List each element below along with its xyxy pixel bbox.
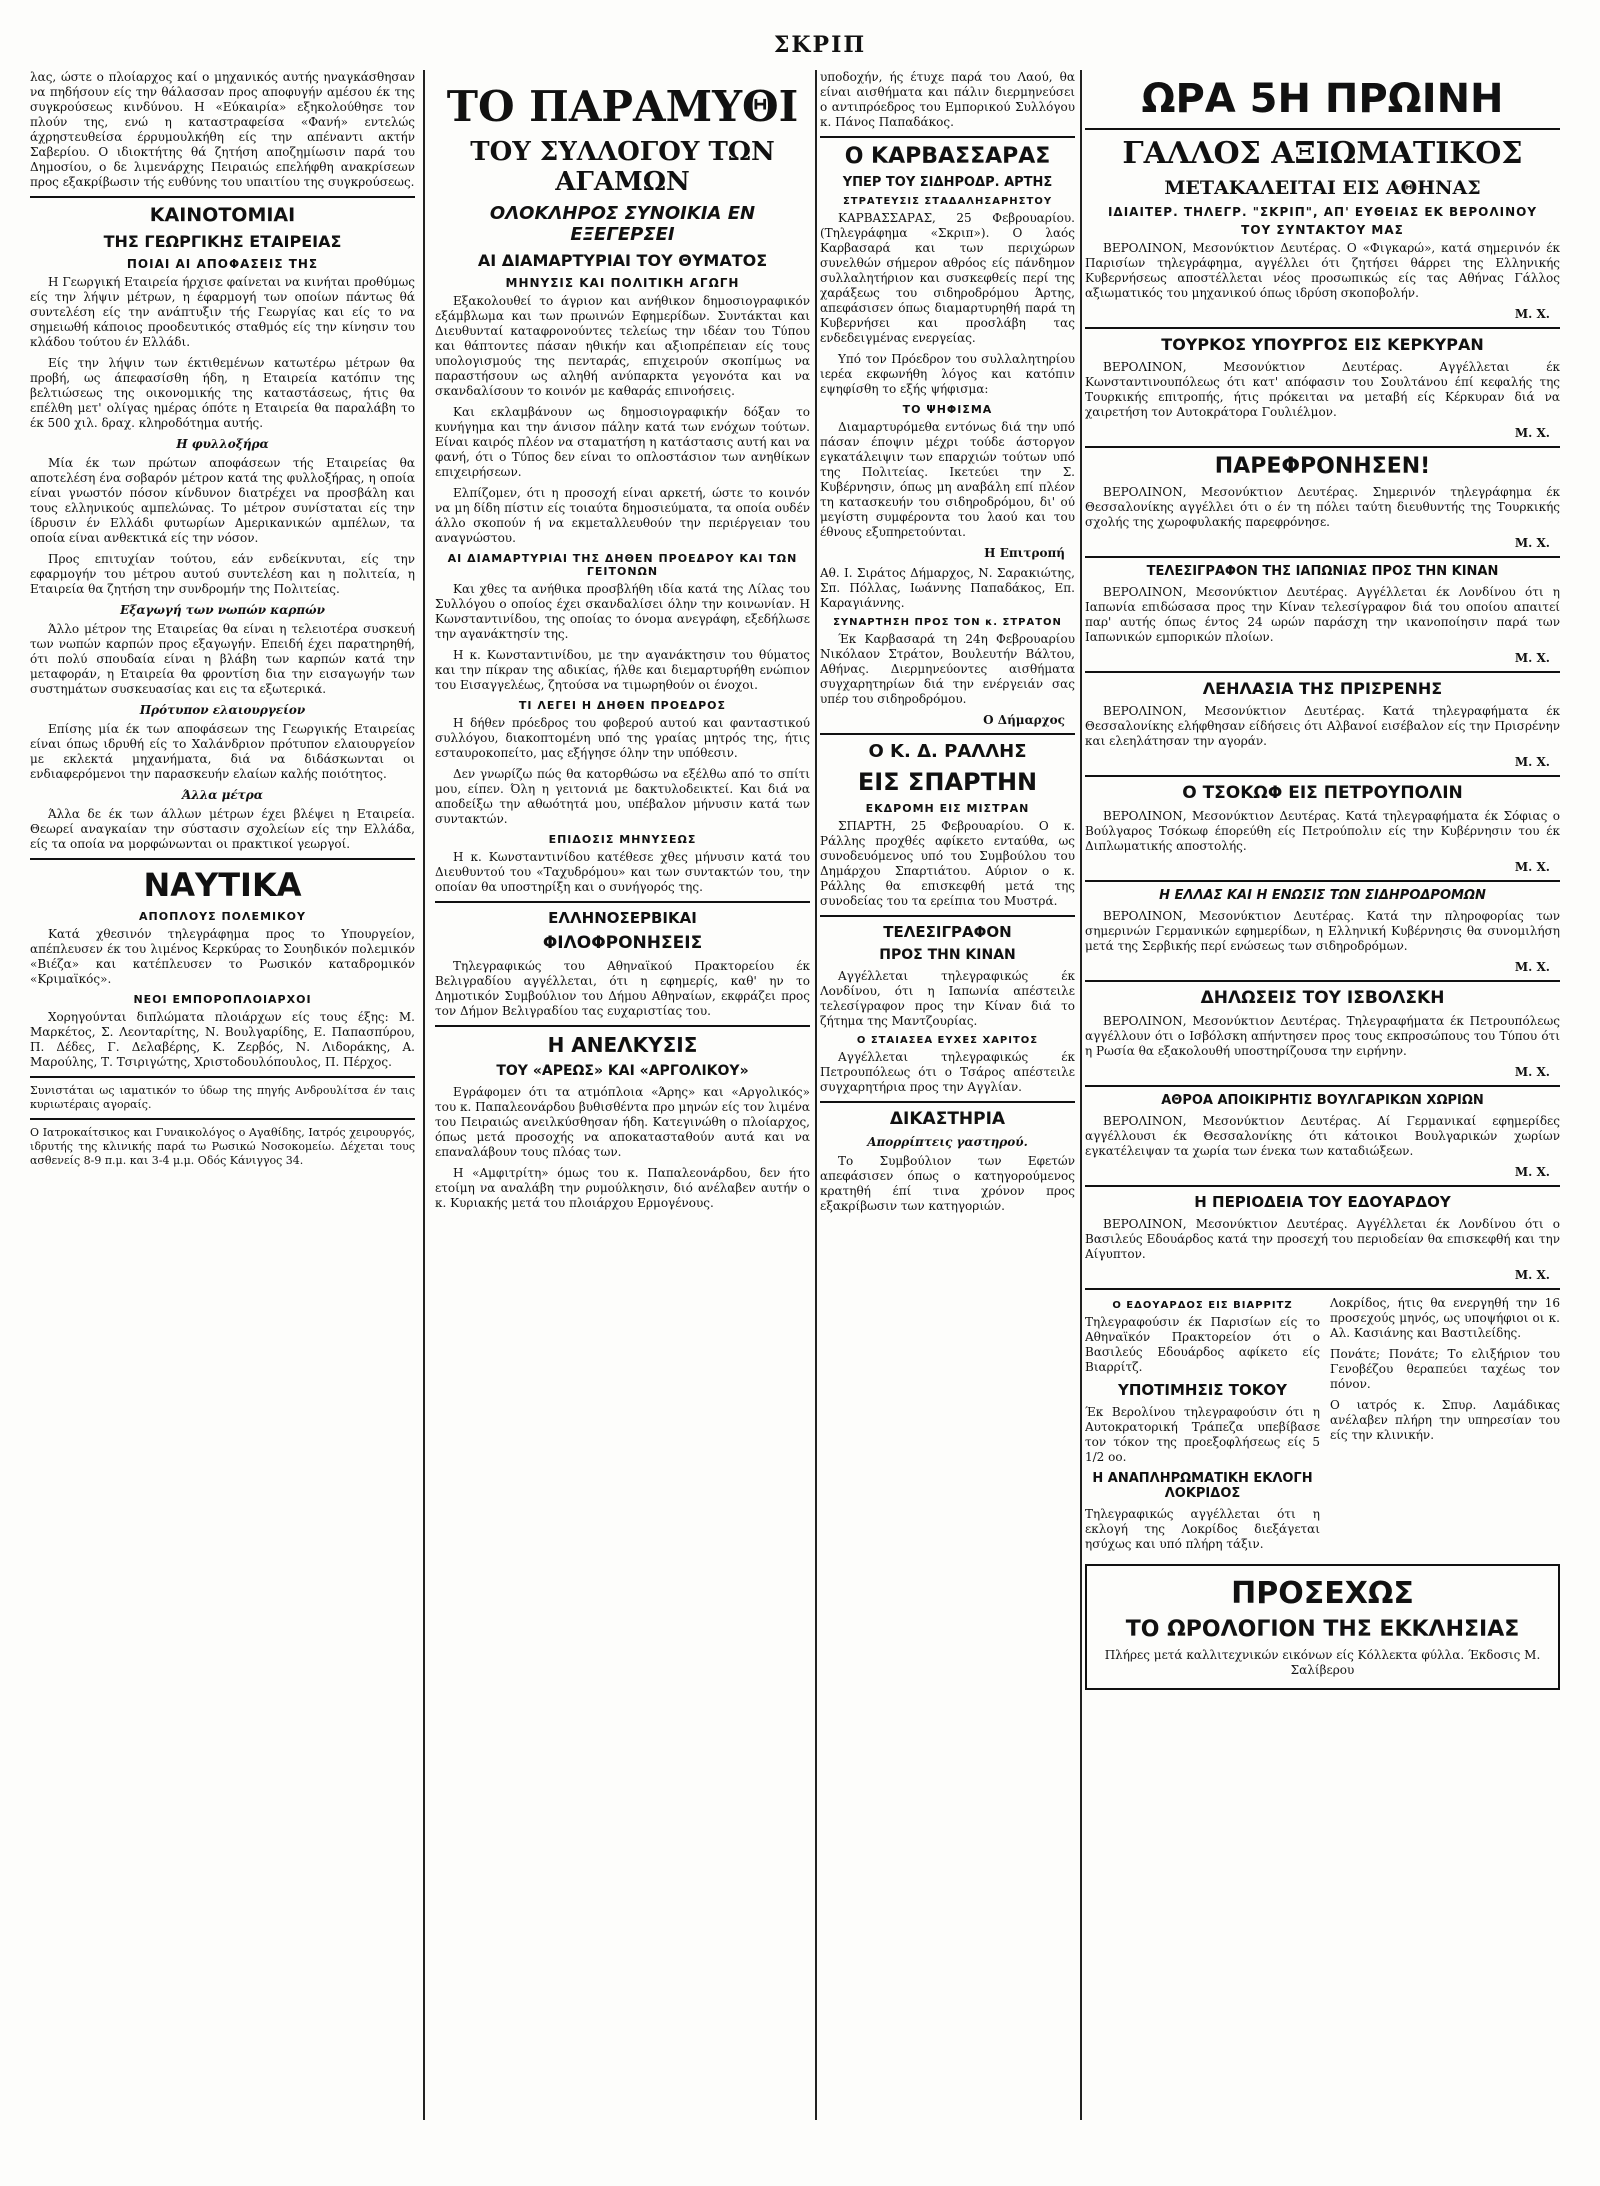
subheadline-protest: ΑΙ ΔΙΑΜΑΡΤΥΡΙΑΙ ΤΟΥ ΘΥΜΑΤΟΣ [477,251,768,270]
column-rule [1080,70,1082,2120]
headline-bulgarian-villages: ΑΘΡΟΑ ΑΠΟΙΚΙΡΗΤΙΣ ΒΟΥΛΓΑΡΙΚΩΝ ΧΩΡΙΩΝ [1161,1093,1484,1108]
divider [435,901,810,903]
headline-rallis: Ο Κ. Δ. ΡΑΛΛΗΣ [868,741,1027,762]
divider [820,1101,1075,1103]
divider [30,1076,415,1078]
subheading-phylloxera: Η φυλλοξήρα [176,437,269,451]
paragraph: Είς την λήψιν των έκτιθεμένων κατωτέρω μέτρων θα προβή, ως άπεφασίσθη ήδη, η Εταιρεία κατόπιν της βελτιώσεως της οικονομικής της καταστάσεως, ήτις θα επέλθη μετ' ολίγας ημέρας όπότε η Εταιρεία θα παραλάβη το έκ 500 χιλ. δραχ. κληροδότημα αυτής. [30,356,415,430]
paragraph: Το Συμβούλιον των Εφετών απεφάσισεν όπως ο κατηγορούμενος κρατηθή έπί τινα χρόνον προς εξακρίβωσιν των κατηγοριών. [820,1154,1075,1213]
divider [30,858,415,860]
paragraph: Άλλο μέτρον της Εταιρείας θα είναι η τελειοτέρα συσκευή των νωπών καρπών προς εξαγωγήν. Επειδή έχει παρατηρηθή, ότι πολύ σπουδαία είναι η βλάβη των καρπών κατά την μεταφοράν, η Εταιρεία θα φροντίση δια την εισαγωγήν των συστημάτων συσκευασίας και εις τα εξωτερικά. [30,622,415,696]
paragraph: ΒΕΡΟΛΙΝΟΝ, Μεσονύκτιον Δευτέρας. Τηλεγραφήματα έκ Πετρουπόλεως αγγέλλουν ότι ο Ισβόλσκη απήντησεν προς τους εκπροσώπους του Τύπου ότι η Ρωσία θα εξακολουθή υποστηρίζουσα την ειρήνην. [1085,1014,1560,1058]
headline-prizren: ΛΕΗΛΑΣΙΑ ΤΗΣ ΠΡΙΣΡΕΝΗΣ [1202,679,1443,698]
paragraph: ΒΕΡΟΛΙΝΟΝ, Μεσονύκτιον Δευτέρας. Κατά τηλεγραφήματα έκ Θεσσαλονίκης ελήφθησαν είδήσεις ότι Αλβανοί εισέβαλον είς την Πρισρένην και ελεηλάτησαν την αγοράν. [1085,704,1560,748]
church-clock-advert [1085,1564,1560,1690]
subheadline-editor: ΤΟΥ ΣΥΝΤΑΚΤΟΥ ΜΑΣ [1241,223,1404,237]
headline-attention: ΠΡΟΣΕΧΩΣ [1231,1576,1414,1611]
paragraph: Προς επιτυχίαν τούτου, εάν ενδείκνυται, είς την εφαρμογήν του μέτρου αυτού συντελέση και η πολιτεία, η Εταιρεία θα ζητήση την συνδρομήν της Πολιτείας. [30,552,415,596]
paragraph: Τηλεγραφικώς αγγέλλεται ότι η εκλογή της Λοκρίδος διεξάγεται ησύχως και υπό πλήρη τάξιν. [1085,1507,1320,1551]
paragraph: Αγγέλλεται τηλεγραφικώς έκ Πετρουπόλεως ότι ο Τσάρος απέστειλε συγχαρητήρια προς την Αγγλίαν. [820,1050,1075,1094]
paragraph: Η Γεωργική Εταιρεία ήρχισε φαίνεται να κινήται προθύμως είς την λήψιν μέτρων, η έφαρμογή των οποίων πάντως θά συντελέση είς την ανάπτυξιν τής Γεωργίας και είς το να σημειωθή κάποιος προοδευτικός σταθμός είς την κίνησιν του κλάδου τούτου έν Ελλάδι. [30,275,415,349]
headline-japan: ΤΕΛΕΣΙΓΡΑΦΟΝ ΤΗΣ ΙΑΠΩΝΙΑΣ ΠΡΟΣ ΤΗΝ ΚΙΝΑΝ [1146,564,1499,579]
paragraph: Αγγέλλεται τηλεγραφικώς έκ Λονδίνου, ότι η Ιαπωνία απέστειλε τελεσίγραφον προς την Κίναν διά το ζήτημα της Μαντζουρίας. [820,969,1075,1028]
headline-society: ΤΗΣ ΓΕΩΡΓΙΚΗΣ ΕΤΑΙΡΕΙΑΣ [103,232,342,251]
paragraph: Δεν γνωρίζω πώς θα κατορθώσω να εξέλθω από το σπίτι μου, είπεν. Όλη η γειτονιά με δακτυλοδεικτεί. Και διά να αποδείξω την αθωότητά μου, υπέβαλον μήνυσιν κατά των συντακτών. [435,767,810,826]
paragraph: ΒΕΡΟΛΙΝΟΝ, Μεσονύκτιον Δευτέρας. Κατά τηλεγραφήματα έκ Σόφιας ο Βούλγαρος Τσόκωφ έπορεύθη είς Πετρούπολιν είς την Κυβέρνησιν του έκ Διπλωματικής αποστολής. [1085,809,1560,853]
subheading-verdict: Απορρίπτεις γαστηρού. [867,1135,1028,1149]
divider [1085,775,1560,777]
column-rule [815,70,817,2120]
advertisement: Ο Ιατροκαίτσικος και Γυναικολόγος ο Αγαθίδης, Ιατρός χειρουργός, ιδρυτής της κλινικής παρά τω Ρωσικώ Νοσοκομείω. Δέχεται τους ασθενείς 8-9 π.μ. και 3-4 μ.μ. Οδός Κάνιγγος 34. [30,1126,415,1167]
article-continuation: υποδοχήν, ής έτυχε παρά του Λαού, θα είναι αισθήματα και πάλιν διερμηνεύσει ο αντιπρόεδρος του Εμπορικού Συλλόγου κ. Πάνος Παπαδάκος. [820,70,1075,129]
paragraph: Και χθες τα ανήθικα προσβλήθη ιδία κατά της Λίλας του Συλλόγου ο οποίος έχει σκανδαλίσει όλην την κοινωνίαν. Η Κωνσταντινίδου, της οποίας το όνομα ανεγράφη, εξεδήλωσε την αγανάκτησίν της. [435,582,810,641]
paragraph: Τηλεγραφούσιν έκ Παρισίων είς το Αθηναϊκόν Πρακτορείον ότι ο Βασιλεύς Εδουάρδος αφίκετο είς Βιαρρίτζ. [1085,1315,1320,1374]
column-1 [30,70,415,2130]
paragraph: Τηλεγραφικώς του Αθηναϊκού Πρακτορείου έκ Βελιγραδίου αγγέλλεται, ότι η εφημερίς, καθ' ην το Δημοτικόν Συμβούλιον του Δήμου Αθηναίων, εκφράζει προς τον Δήμον Βελιγραδίου τας ευχαριστίας του. [435,959,810,1018]
subheadline-rail: ΥΠΕΡ ΤΟΥ ΣΙΔΗΡΟΔΡ. ΑΡΤΗΣ [842,175,1053,190]
signature: Μ. Χ. [1514,1165,1550,1179]
subheadline-opinion: ΤΙ ΛΕΓΕΙ Η ΔΗΘΕΝ ΠΡΟΕΔΡΟΣ [518,699,727,712]
subheadline-special: ΙΔΙΑΙΤΕΡ. ΤΗΛΕΓΡ. "ΣΚΡΙΠ", ΑΠ' ΕΥΘΕΙΑΣ ΕΚ ΒΕΡΟΛΙΝΟΥ [1107,205,1538,219]
headline-isvolsky: ΔΗΛΩΣΕΙΣ ΤΟΥ ΙΣΒΟΛΣΚΗ [1200,988,1445,1008]
divider [1085,446,1560,448]
subheading-export: Εξαγωγή των νωπών καρπών [120,603,325,617]
paragraph: ΒΕΡΟΛΙΝΟΝ, Μεσονύκτιον Δευτέρας. Ο «Φιγκαρώ», κατά σημερινόν έκ Παρισίων τηλεγράφημα, αγγέλλει ότι ζητήσει θάρρει της Ελληνικής Κυβερνήσεως αποστέλλεται νέος προσωπικώς είς τας Αθήνας Γάλλος αξιωματικός του μηχανικού όπως ιδρύση σκοποβολήν. [1085,241,1560,300]
paragraph: Έκ Βερολίνου τηλεγραφούσιν ότι η Αυτοκρατορική Τράπεζα υπεβίβασε τον τόκον της προεξοφλήσεως είς 5 1/2 οο. [1085,1405,1320,1464]
advertisement: Ο ιατρός κ. Σπυρ. Λαμάδικας ανέλαβεν πλήρη την υπηρεσίαν του είς την κλινικήν. [1330,1398,1560,1442]
signature: Μ. Χ. [1514,651,1550,665]
headline-tale: ΤΟ ΠΑΡΑΜΥΘΙ [446,82,799,131]
divider [1085,1085,1560,1087]
headline-election: Η ΑΝΑΠΛΗΡΩΜΑΤΙΚΗ ΕΚΛΟΓΗ ΛΟΚΡΙΔΟΣ [1092,1471,1313,1501]
paragraph: Λοκρίδος, ήτις θα ενεργηθή την 16 προσεχούς μηνός, ως υποψήφιοι οι κ. Αλ. Κασιάνης και Βαστιλείδης. [1330,1296,1560,1340]
paragraph: ΒΕΡΟΛΙΝΟΝ, Μεσονύκτιον Δευτέρας. Αγγέλλεται έκ Λονδίνου ότι ο Βασιλεύς Εδουάρδος κατά την προσεχή του περιοδείαν θα επισκεφθή και την Αίγυπτον. [1085,1217,1560,1261]
headline-edward: Η ΠΕΡΙΟΔΕΙΑ ΤΟΥ ΕΔΟΥΑΡΔΟΥ [1194,1193,1451,1211]
paragraph: ΣΠΑΡΤΗ, 25 Φεβρουαρίου. Ο κ. Ράλλης προχθές αφίκετο ενταύθα, ως συνοδευόμενος υπό του Συμβούλου του Δημάρχου Σπαρτιάτου. Αύριον ο κ. Ράλλης θα επισκεφθή μετά της συνοδείας του τα ερείπια του Μυστρά. [820,819,1075,908]
bottom-right [1330,1296,1560,1558]
subheadline-vote: ΤΟ ΨΗΦΙΣΜΑ [902,403,993,416]
advert-text: Πλήρες μετά καλλιτεχνικών εικόνων είς Κόλλεκτα φύλλα. Έκδοσις Μ. Σαλίβερου [1104,1648,1541,1677]
subheadline-hood: ΟΛΟΚΛΗΡΟΣ ΣΥΝΟΙΚΙΑ ΕΝ ΕΞΕΓΕΡΣΕΙ [489,203,756,245]
column-4 [1085,70,1560,2130]
subheadline-skippers: ΝΕΟΙ ΕΜΠΟΡΟΠΛΟΙΑΡΧΟΙ [133,993,312,1006]
paragraph: ΒΕΡΟΛΙΝΟΝ, Μεσονύκτιον Δευτέρας. Σημερινόν τηλεγράφημα έκ Θεσσαλονίκης αγγέλλει ότι ο έν τη πόλει ταύτη διευθυντής της Τουρκικής σχολής της χωροφυλακής παρεφρόνησε. [1085,485,1560,529]
headline-hour: ΩΡΑ 5Η ΠΡΩΙΝΗ [1141,76,1504,122]
divider [820,733,1075,735]
paragraph: Η «Αμφιτρίτη» όμως του κ. Παπαλεονάρδου, δεν ήτο ετοίμη να αναλάβη την ρυμούλκησιν, διό ανέλαβεν αυτήν ο κ. Κυριακής μετά του πλοιάρχου Ερμογένους. [435,1166,810,1210]
paragraph: Κατά χθεσινόν τηλεγράφημα προς το Υπουργείον, απέπλευσεν έκ του λιμένος Κερκύρας το Σουηδικόν πολεμικόν «Βιέζα» και κατέπλευσεν το Ρωσικόν καταδρομικόν «Κριμαϊκός». [30,927,415,986]
paragraph: ΒΕΡΟΛΙΝΟΝ, Μεσονύκτιον Δευτέρας. Αί Γερμανικαί εφημερίδες αγγέλλουσι έκ Θεσσαλονίκης ότι κάτοικοι Βουλγαρικών χωρίων εγκατέλειψαν τα χωρία των ένεκα των καταδιώξεων. [1085,1114,1560,1158]
signature: Μ. Χ. [1514,1268,1550,1282]
subheadline-reply: ΕΠΙΔΟΣΙΣ ΜΗΝΥΣΕΩΣ [548,833,697,846]
headline-interest: ΥΠΟΤΙΜΗΣΙΣ ΤΟΚΟΥ [1118,1381,1287,1399]
paragraph: Χορηγούνται διπλώματα πλοιάρχων είς τους έξης: Μ. Μαρκέτος, Σ. Λεονταρίτης, Ν. Βουλγαρίδης, Ε. Παπασπύρου, Π. Δέδες, Γ. Δελαβέρης, Κ. Ζερβός, Ν. Λιδοράκης, Α. Μαρούλης, Τ. Τσιριγώτης, Χριστοδουλόπουλος, Π. Πέρχος. [30,1010,415,1069]
paragraph: ΚΑΡΒΑΣΣΑΡΑΣ, 25 Φεβρουαρίου. (Τηλεγράφημα «Σκριπ»). Ο λαός Καρβασαρά και των περιχώρων συνελθών σήμερον αθρόος είς πάνδημον συλλαλητήριον και συσκεφθείς περί της χαράξεως του σιδηροδρόμου Άρτης, απεφάσισεν όπως διαμαρτυρηθή παρά τη Κυβερνήσει και προσλάβη τας ενδεδειγμένας ενεργείας. [820,211,1075,345]
headline-railways: Η ΕΛΛΑΣ ΚΑΙ Η ΕΝΩΣΙΣ ΤΩΝ ΣΙΔΗΡΟΔΡΟΜΩΝ [1159,888,1486,903]
note: Συνιστάται ως ιαματικόν το ύδωρ της πηγής Ανδρουλίτσα έν ταις κυριωτέραις αγοραίς. [30,1084,415,1111]
paragraph: Ελπίζομεν, ότι η προσοχή είναι αρκετή, ώστε το κοινόν να μη δίδη πίστιν είς τοιαύτα δημοσιεύματα, τα οποία ουδέν άλλο σκοπούν ή να εκμεταλλευθούν την περιέργειαν του αναγνώστου. [435,486,810,545]
paragraph: Και εκλαμβάνουν ως δημοσιογραφικήν δόξαν το κυνήγημα και την άνισον πάλην κατά των ενόχων τούτων. Είναι καιρός πλέον να σταματήση η κατάστασις αυτή και να φανή, ότι ο Τύπος δεν είναι το οπλοστάσιον των ανηθίκων επιχειρήσεων. [435,405,810,479]
signature: Μ. Χ. [1514,307,1550,321]
paragraph: Η δήθεν πρόεδρος του φοβερού αυτού και φανταστικού συλλόγου, διακοπτομένη υπό της γραίας μητρός της, ήτις εσταυροκοπείτο, μας εξήγησε όλην την υπόθεσιν. [435,716,810,760]
headline-madness: ΠΑΡΕΦΡΟΝΗΣΕΝ! [1214,454,1431,479]
headline-recall: ΜΕΤΑΚΑΛΕΙΤΑΙ ΕΙΣ ΑΘΗΝΑΣ [1164,177,1481,199]
headline-greek-serbian: ΕΛΛΗΝΟΣΕΡΒΙΚΑΙ [548,909,697,927]
column-2 [435,70,810,2130]
divider [1085,980,1560,982]
divider [435,1025,810,1027]
bottom-left [1085,1296,1320,1558]
paragraph: ΒΕΡΟΛΙΝΟΝ, Μεσονύκτιον Δευτέρας. Κατά την πληροφορίας των σημερινών Γερμανικών εφημερίδων, η Ελληνική Κυβέρνησις θα συνομιλήση μετά της Σερβικής περί ενώσεως των σιδηροδρόμων. [1085,909,1560,953]
signature-mayor: Ο Δήμαρχος [983,713,1065,727]
subheadline-warship: ΑΠΟΠΛΟΥΣ ΠΟΛΕΜΙΚΟΥ [139,910,306,923]
headline-china: ΠΡΟΣ ΤΗΝ ΚΙΝΑΝ [879,947,1016,963]
divider [1085,128,1560,130]
headline-club: ΤΟΥ ΣΥΛΛΟΓΟΥ ΤΩΝ ΑΓΑΜΩΝ [470,137,775,197]
headline-naval: ΝΑΥΤΙΚΑ [143,866,302,904]
article-lead: λας, ώστε ο πλοίαρχος καί ο μηχανικός αυτής ηναγκάσθησαν να πηδήσουν είς την θάλασσαν προς αποφυγήν αμέσου έκ της συγκρούσεως κινδύνου. Η «Εύκαιρία» εξηκολούθησε τον πλούν της, ενώ η καταστραφείσα «Φανή» εντελώς άχρηστευθείσα έρρυμουλκήθη είς την απέναντι ακτήν Σαβερίου. Ο ιδιοκτήτης θά ζητήση αποζημίωσιν παρά του Δημοσίου, ο δε λιμενάρχης Πειραιώς επελήφθη ανακρίσεων προς εξακρίβωσιν τής ευθύνης του υπαιτίου της συγκρούσεως. [30,70,415,189]
headline-turkish-minister: ΤΟΥΡΚΟΣ ΥΠΟΥΡΓΟΣ ΕΙΣ ΚΕΡΚΥΡΑΝ [1161,335,1484,354]
bottom-split [1085,1296,1560,1558]
headline-ships: ΤΟΥ «ΑΡΕΩΣ» ΚΑΙ «ΑΡΓΟΛΙΚΟΥ» [496,1063,749,1079]
subheadline-meeting: ΑΙ ΔΙΑΜΑΡΤΥΡΙΑΙ ΤΗΣ ΔΗΘΕΝ ΠΡΟΕΔΡΟΥ ΚΑΙ ΤΩΝ ΓΕΙΤΟΝΩΝ [447,552,798,578]
paragraph: Υπό τον Πρόεδρον του συλλαλητηρίου ιερέα εκφωνήθη λόγος και κατόπιν εψηφίσθη το εξής ψήφισμα: [820,352,1075,396]
paragraph: Επίσης μία έκ των αποφάσεων της Γεωργικής Εταιρείας είναι όπως ιδρυθή είς το Χαλάνδριον πρότυπον ελαιουργείον με εκλεκτά μηχανήματα, διά να διδάσκωνται οι ενδιαφερόμενοι την παρασκευήν ελαίων καλής ποιότητος. [30,722,415,781]
subheadline-biarritz: Ο ΕΔΟΥΑΡΔΟΣ ΕΙΣ ΒΙΑΡΡΙΤΖ [1112,1300,1293,1311]
subheadline-troops: ΣΤΡΑΤΕΥΣΙΣ ΣΤΑΔΑΛΗΣΑΡΗΣΤΟΥ [842,196,1053,207]
subheadline-lawsuit: ΜΗΝΥΣΙΣ ΚΑΙ ΠΟΛΙΤΙΚΗ ΑΓΩΓΗ [505,276,740,290]
headline-ultimatum: ΤΕΛΕΣΙΓΡΑΦΟΝ [883,923,1012,941]
paragraph: ΒΕΡΟΛΙΝΟΝ, Μεσονύκτιον Δευτέρας. Αγγέλλεται έκ Λονδίνου ότι η Ιαπωνία επιδώσασα προς την Κίναν τελεσίγραφον διά του οποίου απαιτεί παρ' αυτής όπως έντος 24 ωρών παράσχη την ικανοποίησιν παρά των Ιαπωνικών εμπορικών πλοίων. [1085,585,1560,644]
signature-committee: Η Επιτροπή [984,546,1065,560]
headline-karvassaras: Ο ΚΑΡΒΑΣΣΑΡΑΣ [844,144,1051,169]
paragraph: Η κ. Κωνσταντινίδου, με την αγανάκτησιν του θύματος και την πίκραν της αδικίας, ήλθε και διεμαρτυρήθη ενώπιον του Εισαγγελέως, ζητούσα να τιμωρηθούν οι ένοχοι. [435,648,810,692]
headline-courtesies: ΦΙΛΟΦΡΟΝΗΣΕΙΣ [542,933,703,953]
divider [820,136,1075,138]
headline-sparta: ΕΙΣ ΣΠΑΡΤΗΝ [857,768,1038,796]
paragraph: Άλλα δε έκ των άλλων μέτρων έχει βλέψει η Εταιρεία. Θεωρεί αναγκαίαν την σύστασιν σχολείων είς την Ελλάδα, είς τα οποία να μορφώνωνται οι πρακτικοί γεωργοί. [30,807,415,851]
advertisement: Πονάτε; Πονάτε; Το ελιξήριον του Γενοβέζου θεραπεύει ταχέως τον πόνον. [1330,1347,1560,1391]
divider [1085,671,1560,673]
subheadline-wishes: Ο ΣΤΑΙΑΣΕΑ ΕΥΧΕΣ ΧΑΡΙΤΟΣ [856,1035,1039,1046]
divider [1085,327,1560,329]
divider [1085,1185,1560,1187]
signature: Μ. Χ. [1514,755,1550,769]
headline-courts: ΔΙΚΑΣΤΗΡΙΑ [889,1109,1006,1129]
headline-release: Η ΑΝΕΛΚΥΣΙΣ [547,1033,698,1057]
headline-tsokow: Ο ΤΣΟΚΩΦ ΕΙΣ ΠΕΤΡΟΥΠΟΛΙΝ [1182,783,1463,803]
paragraph: Η κ. Κωνσταντινίδου κατέθεσε χθες μήνυσιν κατά του Διευθυντού του «Ταχυδρόμου» και των συντακτών του, την οποίαν θα υποστηρίξη και ο συνήγορός της. [435,850,810,894]
divider [1085,1288,1560,1290]
signature: Μ. Χ. [1514,1065,1550,1079]
column-3 [820,70,1075,2130]
column-rule [423,70,425,2120]
divider [820,915,1075,917]
paragraph: Εγράφομεν ότι τα ατμόπλοια «Άρης» και «Αργολικός» του κ. Παπαλεονάρδου βυθισθέντα προ μηνών είς τον λιμένα του Πειραιώς ανειλκύσθησαν ήδη. Κατεγινώθη ο πλοίαρχος, όπως μετά προσοχής να αποκατασταθούν αυτά και να επαναλάβουν τους πλόας των. [435,1085,810,1159]
paragraph: Αθ. Ι. Σιράτος Δήμαρχος, Ν. Σαρακιώτης, Σπ. Πόλλας, Ιωάννης Παπαδάκος, Επ. Καραγιάννης. [820,566,1075,610]
divider [30,196,415,198]
headline-innovations: ΚΑΙΝΟΤΟΜΙΑΙ [149,204,296,226]
divider [30,1118,415,1120]
paragraph: Διαμαρτυρόμεθα εντόνως διά την υπό πάσαν έποψιν μέχρι τούδε άστοργον εγκατάλειψιν των επαρχιών τούτων υπό της Πολιτείας. Ικετεύει την Σ. Κυβέρνησιν, όπως μη αναβάλη επί πλέον τη κατασκευήν του σιδηροδρόμου, δι' ού μεγίστη συμφέροντα του λαού και του έθνους εξυπηρετούνται. [820,420,1075,539]
paragraph: Μία έκ των πρώτων αποφάσεων τής Εταιρείας θα αποτελέση ένα σοβαρόν μέτρον κατά της φυλλοξήρας, η οποία είναι γνωστόν πόσον κίνδυνον διατρέχει να προσβάλη και τους ελληνικούς αμπελώνας. Το μέτρον συνίσταται είς την ίδρυσιν έν Ελλάδι φυτωρίων Αμερικανικών αμπέλων, τα οποία είναι ανθεκτικά είς την νόσον. [30,456,415,545]
subheadline-excursion: ΕΚΔΡΟΜΗ ΕΙΣ ΜΙΣΤΡΑΝ [865,802,1030,815]
headline-french-officer: ΓΑΛΛΟΣ ΑΞΙΩΜΑΤΙΚΟΣ [1122,136,1523,171]
subheading-olive-mill: Πρότυπον ελαιουργείον [139,703,306,717]
paragraph: ΒΕΡΟΛΙΝΟΝ, Μεσονύκτιον Δευτέρας. Αγγέλλεται έκ Κωνσταντινουπόλεως ότι κατ' απόφασιν του Σουλτάνου έπί κεφαλής της Τουρκικής επιτροπής, ήτις πρόκειται να μεταβή είς Κέρκυραν διά να χαιρετήση τον Αυτοκράτορα Γουλιέλμον. [1085,360,1560,419]
subheadline-telegram: ΣΥΝΑΡΤΗΣΗ ΠΡΟΣ ΤΟΝ κ. ΣΤΡΑΤΟΝ [833,617,1062,628]
newspaper-page [30,30,1560,2150]
subheading-other: Άλλα μέτρα [182,788,263,802]
paragraph: Εξακολουθεί το άγριον και ανήθικον δημοσιογραφικόν εξάμβλωμα και των πρωινών Εφημερίδων. Συντάκται και Διευθυνταί καταφρονούντες τελείως την ιδέαν του Τύπου και θάπτοντες πάσαν ηθικήν και αξιοπρέπειαν είς τους υπολογισμούς της πενταράς, επιχειρούν σκοπίμως να παραστήσουν ως αληθή ανύπαρκτα γεγονότα και να σκανδαλίσουν το κοινόν με καθαράς επινοήσεις. [435,294,810,398]
signature: Μ. Χ. [1514,960,1550,974]
signature: Μ. Χ. [1514,426,1550,440]
signature: Μ. Χ. [1514,860,1550,874]
divider [1085,880,1560,882]
subheadline-decisions: ΠΟΙΑΙ ΑΙ ΑΠΟΦΑΣΕΙΣ ΤΗΣ [126,257,319,271]
signature: Μ. Χ. [1514,536,1550,550]
paragraph: Έκ Καρβασαρά τη 24η Φεβρουαρίου Νικόλαον Στράτον, Βουλευτήν Βάλτου, Αθήνας. Διερμηνεύοντες αισθήματα συγχαρητηρίων διά την ενέργειάν σας υπέρ του σιδηροδρόμου. [820,632,1075,706]
masthead: ΣΚΡΙΠ [773,32,867,58]
divider [1085,556,1560,558]
headline-church-clock: ΤΟ ΩΡΟΛΟΓΙΟΝ ΤΗΣ ΕΚΚΛΗΣΙΑΣ [1125,1617,1520,1642]
